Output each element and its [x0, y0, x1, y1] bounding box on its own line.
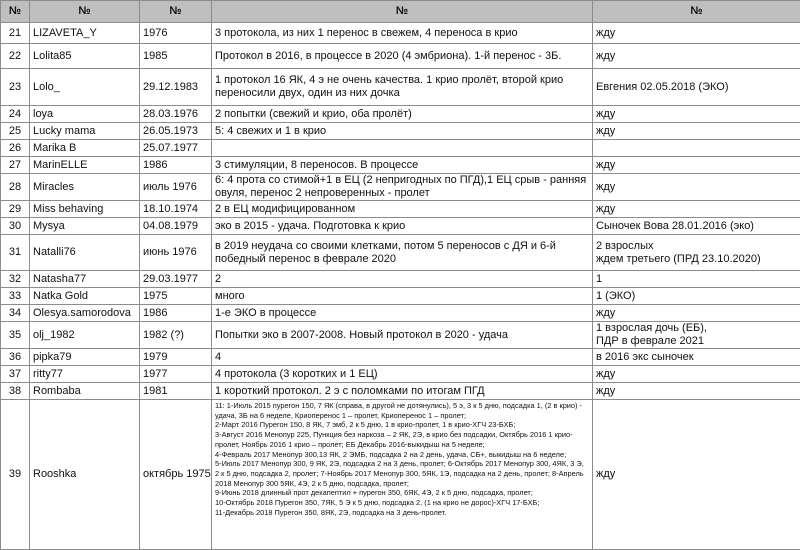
birthdate-cell: 29.03.1977 — [140, 271, 212, 288]
col-header-birthdate: № — [140, 1, 212, 23]
status-cell: жду — [593, 305, 800, 322]
history-cell — [212, 140, 593, 157]
row-number-cell: 38 — [1, 383, 30, 400]
history-cell: 2 попытки (свежий и крио, оба пролёт) — [212, 106, 593, 123]
table-row — [1, 157, 800, 174]
nickname-cell: olj_1982 — [30, 322, 140, 349]
status-cell: жду — [593, 157, 800, 174]
nickname-cell: Lucky mama — [30, 123, 140, 140]
history-cell: эко в 2015 - удача. Подготовка к крио — [212, 218, 593, 235]
table-row — [1, 123, 800, 140]
row-number-cell: 32 — [1, 271, 30, 288]
row-number-cell: 35 — [1, 322, 30, 349]
history-cell: в 2019 неудача со своими клетками, потом 5 переносов с ДЯ и 6-й победный перенос в феврале 2020 — [212, 235, 593, 271]
birthdate-cell: 1985 — [140, 44, 212, 69]
birthdate-cell: 1986 — [140, 157, 212, 174]
birthdate-cell: июнь 1976 — [140, 235, 212, 271]
birthdate-cell: октябрь 1975 — [140, 400, 212, 550]
row-number-cell: 24 — [1, 106, 30, 123]
table-row — [1, 400, 800, 550]
status-cell: жду — [593, 400, 800, 550]
table-row — [1, 349, 800, 366]
table-row — [1, 235, 800, 271]
history-cell: 3 протокола, из них 1 перенос в свежем, 4 переноса в крио — [212, 23, 593, 44]
table-row — [1, 383, 800, 400]
nickname-cell: loya — [30, 106, 140, 123]
nickname-cell: Rombaba — [30, 383, 140, 400]
birthdate-cell: 1981 — [140, 383, 212, 400]
nickname-cell: Mysya — [30, 218, 140, 235]
birthdate-cell: 29.12.1983 — [140, 69, 212, 106]
history-cell: 1-е ЭКО в процессе — [212, 305, 593, 322]
table-row — [1, 322, 800, 349]
birthdate-cell: июль 1976 — [140, 174, 212, 201]
status-cell: 2 взрослых ждем третьего (ПРД 23.10.2020) — [593, 235, 800, 271]
row-number-cell: 39 — [1, 400, 30, 550]
nickname-cell: Miss behaving — [30, 201, 140, 218]
birthdate-cell: 25.07.1977 — [140, 140, 212, 157]
row-number-cell: 31 — [1, 235, 30, 271]
birthdate-cell: 1986 — [140, 305, 212, 322]
row-number-cell: 37 — [1, 366, 30, 383]
nickname-cell: Lolo_ — [30, 69, 140, 106]
status-cell: 1 — [593, 271, 800, 288]
row-number-cell: 26 — [1, 140, 30, 157]
status-cell: в 2016 экс сыночек — [593, 349, 800, 366]
status-cell: 1 взрослая дочь (ЕБ), ПДР в феврале 2021 — [593, 322, 800, 349]
table-row — [1, 288, 800, 305]
table-row — [1, 271, 800, 288]
status-cell: 1 (ЭКО) — [593, 288, 800, 305]
history-cell: 11: 1-Июль 2015 пурегон 150, 7 ЯК (справа, в другой не дотянулись), 5 э, 3 к 5 дню, подсадка 1, (2 в крио) - удача, 3Б на 6 неделе, Криоперенос 1 – пролет, Криоперенос 1 – пролет; 2-Март 2016 Пурегон 150, 8 ЯК, 7 эмб, 2 к 5 дню, 1 в крио-пролет, 1 в крио-ХГЧ 23-БХБ; 3-Август 2016 Менопур 225, Пункция без наркоза – 2 ЯК, 2Э, в крио без подсадки, Октябрь 2016 1 крио-пролет, Ноябрь 2016 1 крио – пролет; ЕБ Декабрь 2016-выкидыш на 5 неделе; 4-Февраль 2017 Менопур 300,13 ЯК, 2 ЭМБ, подсадка 2 на 2 день, удача, СБ+, выкидыш на 6 неделе; 5-Июль 2017 Менопур 300, 9 ЯК, 2Э, подсадка 2 на 3 день, пролет; 6-Октябрь 2017 Менопур 300, 4ЯК, 3 Э, 2 к 5 дню, подсадка 2, пролет; 7-Ноябрь 2017 Менопур 300, 5ЯК, 1Э, подсадка на 2 день, пролет; 8-Апрель 2018 Менопур 300 5ЯК, 4Э, 2 к 5 дню, подсадка, пролет; 9-Июнь 2018 длинный прот декапептил + пурегон 350, 6ЯК, 4Э, 2 к 5 дню, подсадка, пролет; 10-Октябрь 2018 Пурегон 350, 7ЯК, 5 Э к 5 дню, подсадка 2, (1 на крио не дорос)-ХГЧ 17-БХБ; 11-Декабрь 2018 Пурегон 350, 8ЯК, 2Э, подсадка на 3 день-пролет. — [212, 400, 593, 550]
birthdate-cell: 1976 — [140, 23, 212, 44]
row-number-cell: 29 — [1, 201, 30, 218]
col-header-nickname: № — [30, 1, 140, 23]
birthdate-cell: 18.10.1974 — [140, 201, 212, 218]
history-cell: 4 протокола (3 коротких и 1 ЕЦ) — [212, 366, 593, 383]
col-header-history: № — [212, 1, 593, 23]
table-row — [1, 218, 800, 235]
status-cell: жду — [593, 123, 800, 140]
row-number-cell: 22 — [1, 44, 30, 69]
birthdate-cell: 26.05.1973 — [140, 123, 212, 140]
status-cell: Сыночек Вова 28.01.2016 (эко) — [593, 218, 800, 235]
birthdate-cell: 04.08.1979 — [140, 218, 212, 235]
nickname-cell: Rooshka — [30, 400, 140, 550]
nickname-cell: Lolita85 — [30, 44, 140, 69]
table-row — [1, 201, 800, 218]
birthdate-cell: 1977 — [140, 366, 212, 383]
col-header-number: № — [1, 1, 30, 23]
history-cell: Попытки эко в 2007-2008. Новый протокол в 2020 - удача — [212, 322, 593, 349]
status-cell: жду — [593, 366, 800, 383]
nickname-cell: Olesya.samorodova — [30, 305, 140, 322]
header-row — [1, 1, 800, 23]
table-row — [1, 305, 800, 322]
history-cell: 4 — [212, 349, 593, 366]
history-cell: 1 короткий протокол. 2 э с поломками по итогам ПГД — [212, 383, 593, 400]
history-cell: много — [212, 288, 593, 305]
row-number-cell: 27 — [1, 157, 30, 174]
nickname-cell: ritty77 — [30, 366, 140, 383]
birthdate-cell: 1982 (?) — [140, 322, 212, 349]
table-row — [1, 140, 800, 157]
table-row — [1, 366, 800, 383]
nickname-cell: MarinELLE — [30, 157, 140, 174]
history-cell: 2 — [212, 271, 593, 288]
status-cell: жду — [593, 201, 800, 218]
nickname-cell: Miracles — [30, 174, 140, 201]
table-body — [1, 23, 800, 550]
history-cell: 5: 4 свежих и 1 в крио — [212, 123, 593, 140]
nickname-cell: Natalli76 — [30, 235, 140, 271]
birthdate-cell: 1979 — [140, 349, 212, 366]
status-cell: жду — [593, 174, 800, 201]
history-cell: 6: 4 прота со стимой+1 в ЕЦ (2 непригодных по ПГД),1 ЕЦ срыв - ранняя овуля, перенос 2 непроверенных - пролет — [212, 174, 593, 201]
table-row — [1, 44, 800, 69]
status-cell — [593, 140, 800, 157]
row-number-cell: 34 — [1, 305, 30, 322]
nickname-cell: LIZAVETA_Y — [30, 23, 140, 44]
row-number-cell: 30 — [1, 218, 30, 235]
nickname-cell: Marika B — [30, 140, 140, 157]
row-number-cell: 28 — [1, 174, 30, 201]
row-number-cell: 33 — [1, 288, 30, 305]
table-row — [1, 174, 800, 201]
row-number-cell: 23 — [1, 69, 30, 106]
history-cell: 1 протокол 16 ЯК, 4 э не очень качества. 1 крио пролёт, второй крио переносили двух, один из них дочка — [212, 69, 593, 106]
row-number-cell: 21 — [1, 23, 30, 44]
table-row — [1, 106, 800, 123]
table-row — [1, 69, 800, 106]
birthdate-cell: 28.03.1976 — [140, 106, 212, 123]
status-cell: жду — [593, 23, 800, 44]
status-cell: жду — [593, 44, 800, 69]
status-cell: жду — [593, 383, 800, 400]
row-number-cell: 36 — [1, 349, 30, 366]
history-cell: Протокол в 2016, в процессе в 2020 (4 эмбриона). 1-й перенос - 3Б. — [212, 44, 593, 69]
col-header-status: № — [593, 1, 800, 23]
nickname-cell: pipka79 — [30, 349, 140, 366]
nickname-cell: Natka Gold — [30, 288, 140, 305]
status-cell: жду — [593, 106, 800, 123]
birthdate-cell: 1975 — [140, 288, 212, 305]
history-cell: 3 стимуляции, 8 переносов. В процессе — [212, 157, 593, 174]
table-row — [1, 23, 800, 44]
row-number-cell: 25 — [1, 123, 30, 140]
nickname-cell: Natasha77 — [30, 271, 140, 288]
history-cell: 2 в ЕЦ модифицированном — [212, 201, 593, 218]
status-cell: Евгения 02.05.2018 (ЭКО) — [593, 69, 800, 106]
